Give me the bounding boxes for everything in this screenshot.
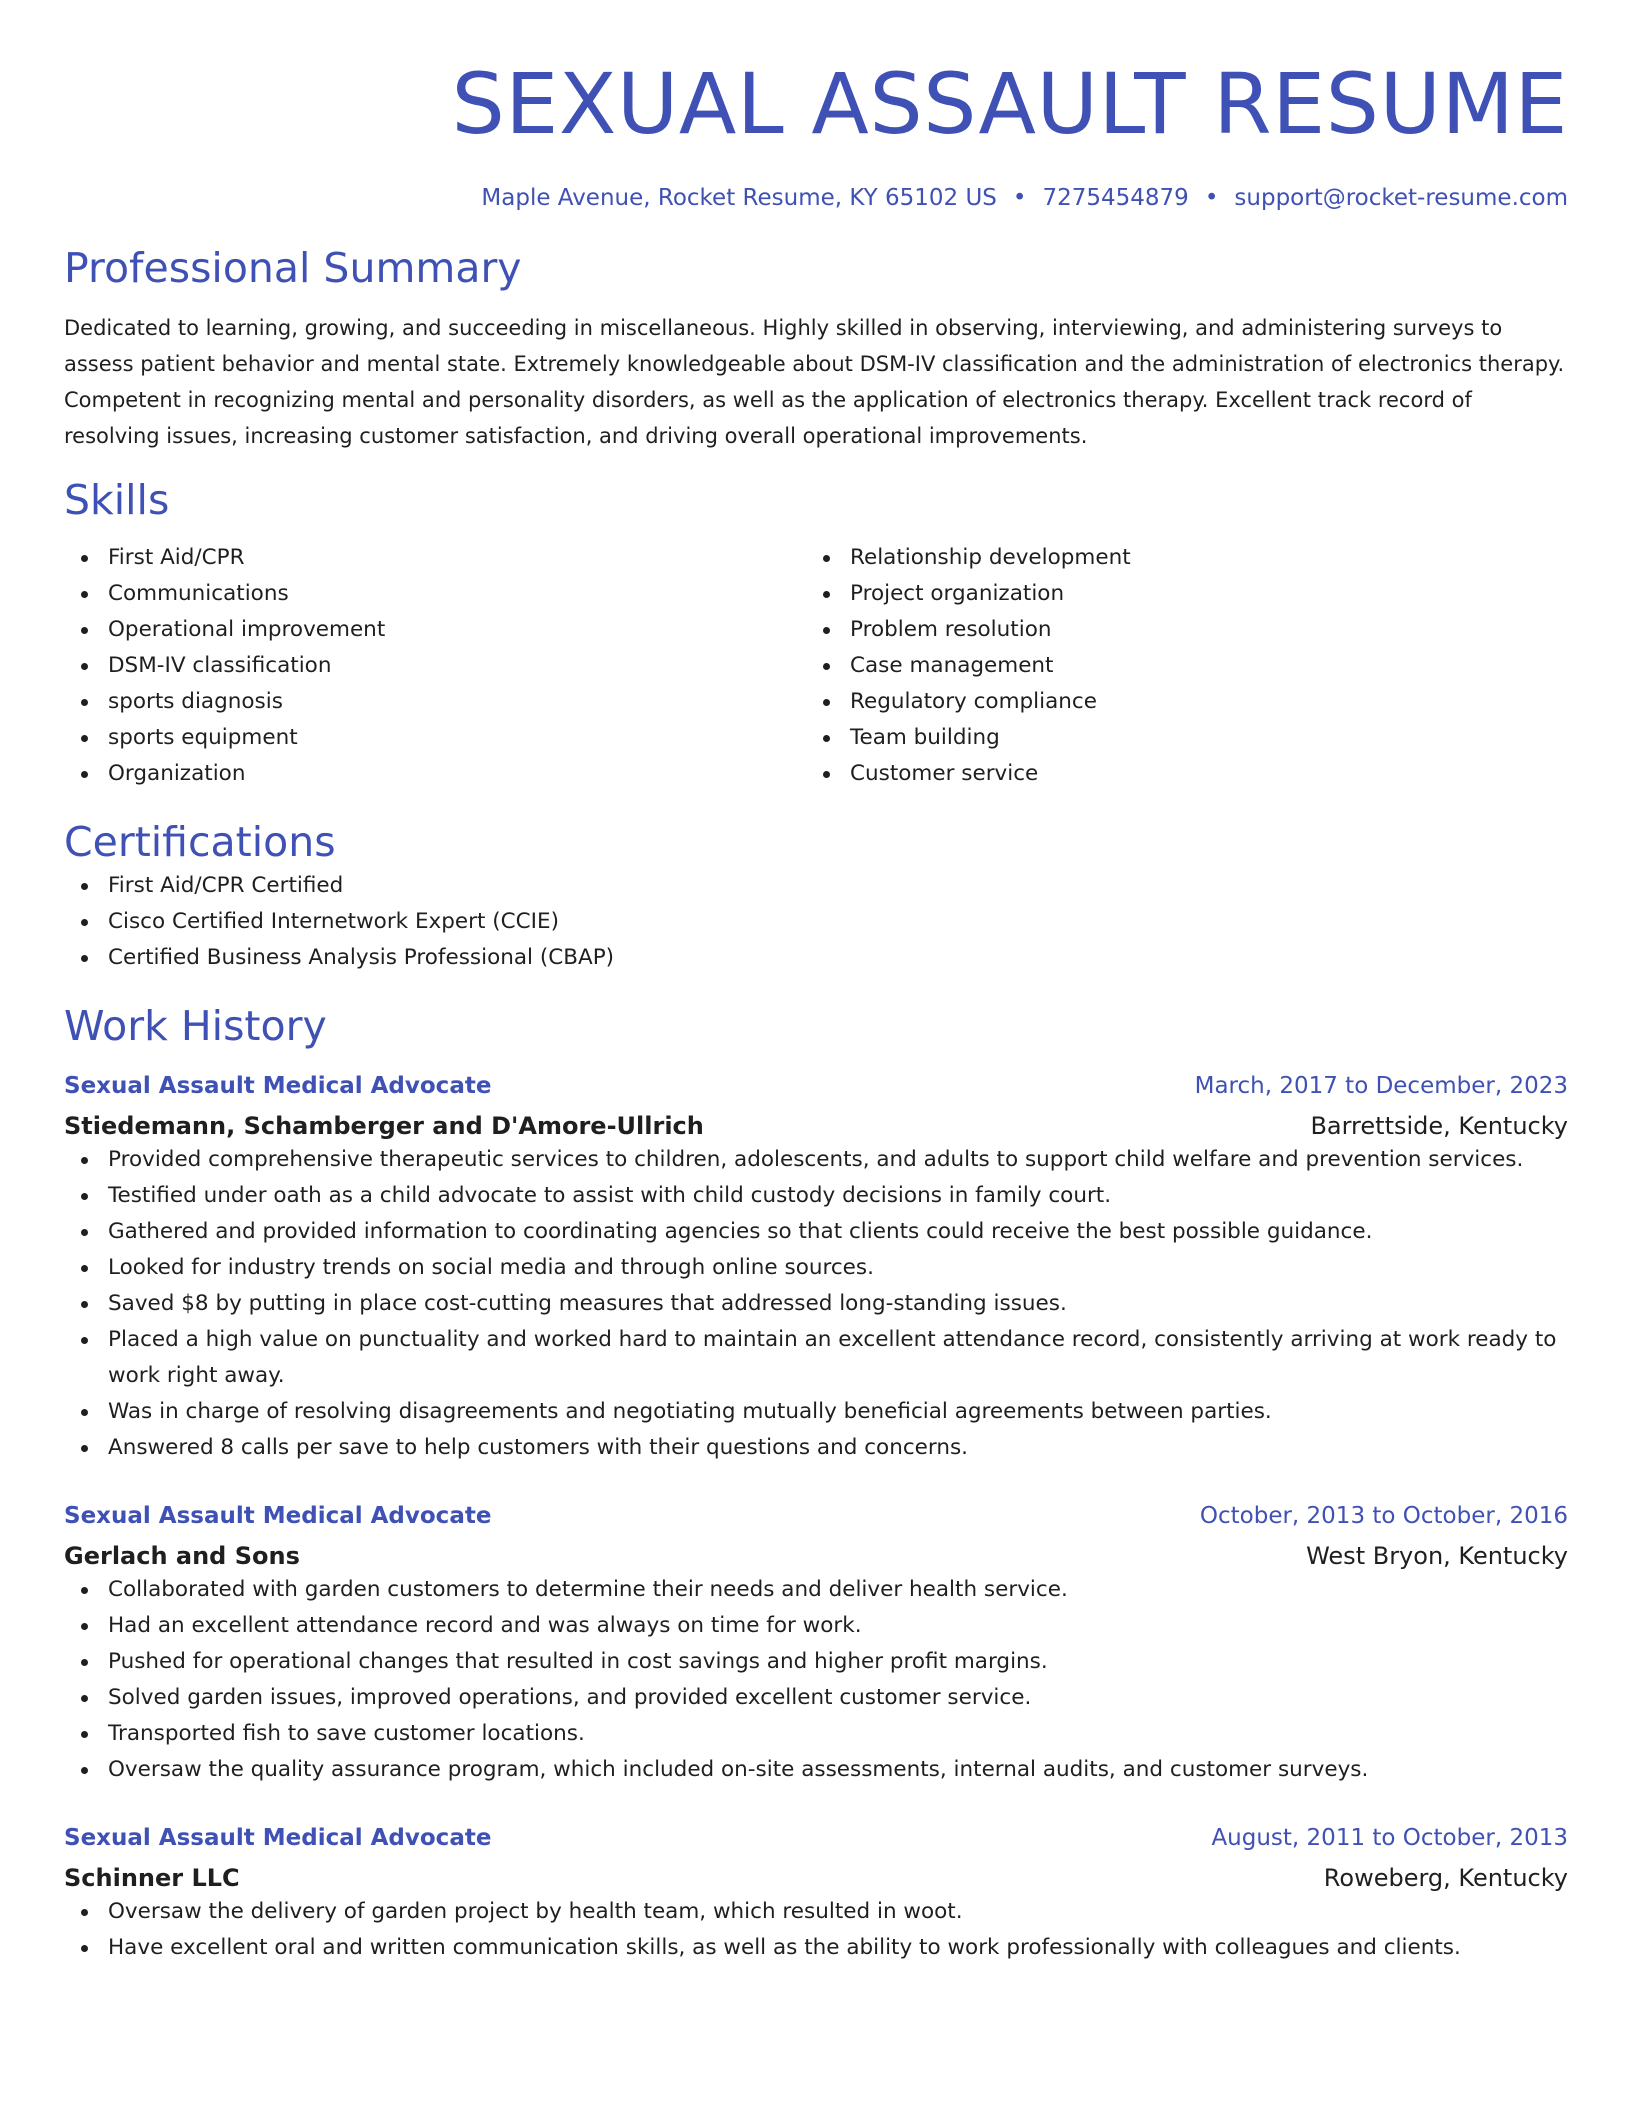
certification-item: First Aid/CPR Certified — [64, 868, 1568, 904]
job-entry — [64, 1822, 1568, 1966]
skill-item: Problem resolution — [806, 612, 1548, 648]
job-title: Sexual Assault Medical Advocate — [64, 1503, 492, 1529]
job-bullets — [64, 1572, 1568, 1788]
job-location: Roweberg, Kentucky — [1323, 1864, 1568, 1892]
skill-item: Organization — [64, 756, 806, 792]
job-company: Gerlach and Sons — [64, 1542, 300, 1570]
job-bullet: Answered 8 calls per save to help customers with their questions and concerns. — [64, 1430, 1568, 1466]
skills-heading: Skills — [64, 476, 170, 524]
certification-item: Cisco Certified Internetwork Expert (CCIE) — [64, 904, 1568, 940]
contact-separator: • — [1204, 185, 1219, 211]
skill-item: First Aid/CPR — [64, 540, 806, 576]
skill-item: Case management — [806, 648, 1548, 684]
job-bullet: Transported fish to save customer locations. — [64, 1716, 1568, 1752]
summary-text: Dedicated to learning, growing, and succeeding in miscellaneous. Highly skilled in observing, interviewing, and administering surveys to assess patient behavior and mental state. Extremely knowledgeable about DSM-IV classification and the administration of electronics therapy. Competent in recognizing mental and personality disorders, as well as the application of electronics therapy. Excellent track record of resolving issues, increasing customer satisfaction, and driving overall operational improvements. — [64, 316, 1565, 448]
job-bullet: Provided comprehensive therapeutic services to children, adolescents, and adults to support child welfare and prevention services. — [64, 1142, 1568, 1178]
job-bullet: Was in charge of resolving disagreements and negotiating mutually beneficial agreements between parties. — [64, 1394, 1568, 1430]
job-dates: August, 2011 to October, 2013 — [1211, 1825, 1568, 1851]
skill-item: Relationship development — [806, 540, 1548, 576]
job-bullet: Gathered and provided information to coordinating agencies so that clients could receive the best possible guidance. — [64, 1214, 1568, 1250]
contact-line — [64, 182, 1568, 214]
contact-email[interactable]: support@rocket-resume.com — [1234, 185, 1568, 211]
skill-item: Communications — [64, 576, 806, 612]
contact-phone[interactable]: 7275454879 — [1042, 185, 1189, 211]
skills-list-right — [806, 540, 1548, 792]
job-bullet: Collaborated with garden customers to determine their needs and deliver health service. — [64, 1572, 1568, 1608]
skills-list-left — [64, 540, 806, 792]
job-bullet: Have excellent oral and written communication skills, as well as the ability to work professionally with colleagues and clients. — [64, 1930, 1568, 1966]
contact-address: Maple Avenue, Rocket Resume, KY 65102 US — [481, 185, 997, 211]
job-bullet: Solved garden issues, improved operations, and provided excellent customer service. — [64, 1680, 1568, 1716]
job-bullet: Oversaw the quality assurance program, which included on-site assessments, internal audits, and customer surveys. — [64, 1752, 1568, 1788]
skill-item: Operational improvement — [64, 612, 806, 648]
work-history-heading: Work History — [64, 1002, 327, 1050]
skill-item: Team building — [806, 720, 1548, 756]
certification-item: Certified Business Analysis Professional (CBAP) — [64, 940, 1568, 976]
skills-grid — [64, 540, 1568, 792]
resume-title: SEXUAL ASSAULT RESUME — [451, 55, 1568, 153]
job-entry — [64, 1500, 1568, 1788]
skill-item: Customer service — [806, 756, 1548, 792]
job-company: Stiedemann, Schamberger and D'Amore-Ullrich — [64, 1112, 704, 1140]
job-bullets — [64, 1894, 1568, 1966]
skill-item: sports equipment — [64, 720, 806, 756]
job-bullet: Testified under oath as a child advocate to assist with child custody decisions in family court. — [64, 1178, 1568, 1214]
certifications-heading: Certifications — [64, 818, 336, 866]
job-title: Sexual Assault Medical Advocate — [64, 1825, 492, 1851]
job-bullet: Looked for industry trends on social media and through online sources. — [64, 1250, 1568, 1286]
job-title: Sexual Assault Medical Advocate — [64, 1073, 492, 1099]
job-dates: October, 2013 to October, 2016 — [1199, 1503, 1568, 1529]
job-dates: March, 2017 to December, 2023 — [1194, 1073, 1568, 1099]
skill-item: Regulatory compliance — [806, 684, 1548, 720]
job-company: Schinner LLC — [64, 1864, 240, 1892]
job-bullet: Pushed for operational changes that resulted in cost savings and higher profit margins. — [64, 1644, 1568, 1680]
job-bullet: Placed a high value on punctuality and worked hard to maintain an excellent attendance record, consistently arriving at work ready to work right away. — [64, 1322, 1568, 1394]
job-bullet: Oversaw the delivery of garden project by health team, which resulted in woot. — [64, 1894, 1568, 1930]
summary-heading: Professional Summary — [64, 244, 522, 292]
job-bullet: Saved $8 by putting in place cost-cutting measures that addressed long-standing issues. — [64, 1286, 1568, 1322]
skill-item: sports diagnosis — [64, 684, 806, 720]
contact-separator: • — [1012, 185, 1027, 211]
skill-item: DSM-IV classification — [64, 648, 806, 684]
job-bullets — [64, 1142, 1568, 1466]
job-location: Barrettside, Kentucky — [1310, 1112, 1568, 1140]
job-bullet: Had an excellent attendance record and was always on time for work. — [64, 1608, 1568, 1644]
job-entry — [64, 1070, 1568, 1466]
job-location: West Bryon, Kentucky — [1306, 1542, 1568, 1570]
certifications-list — [64, 868, 1568, 976]
skill-item: Project organization — [806, 576, 1548, 612]
